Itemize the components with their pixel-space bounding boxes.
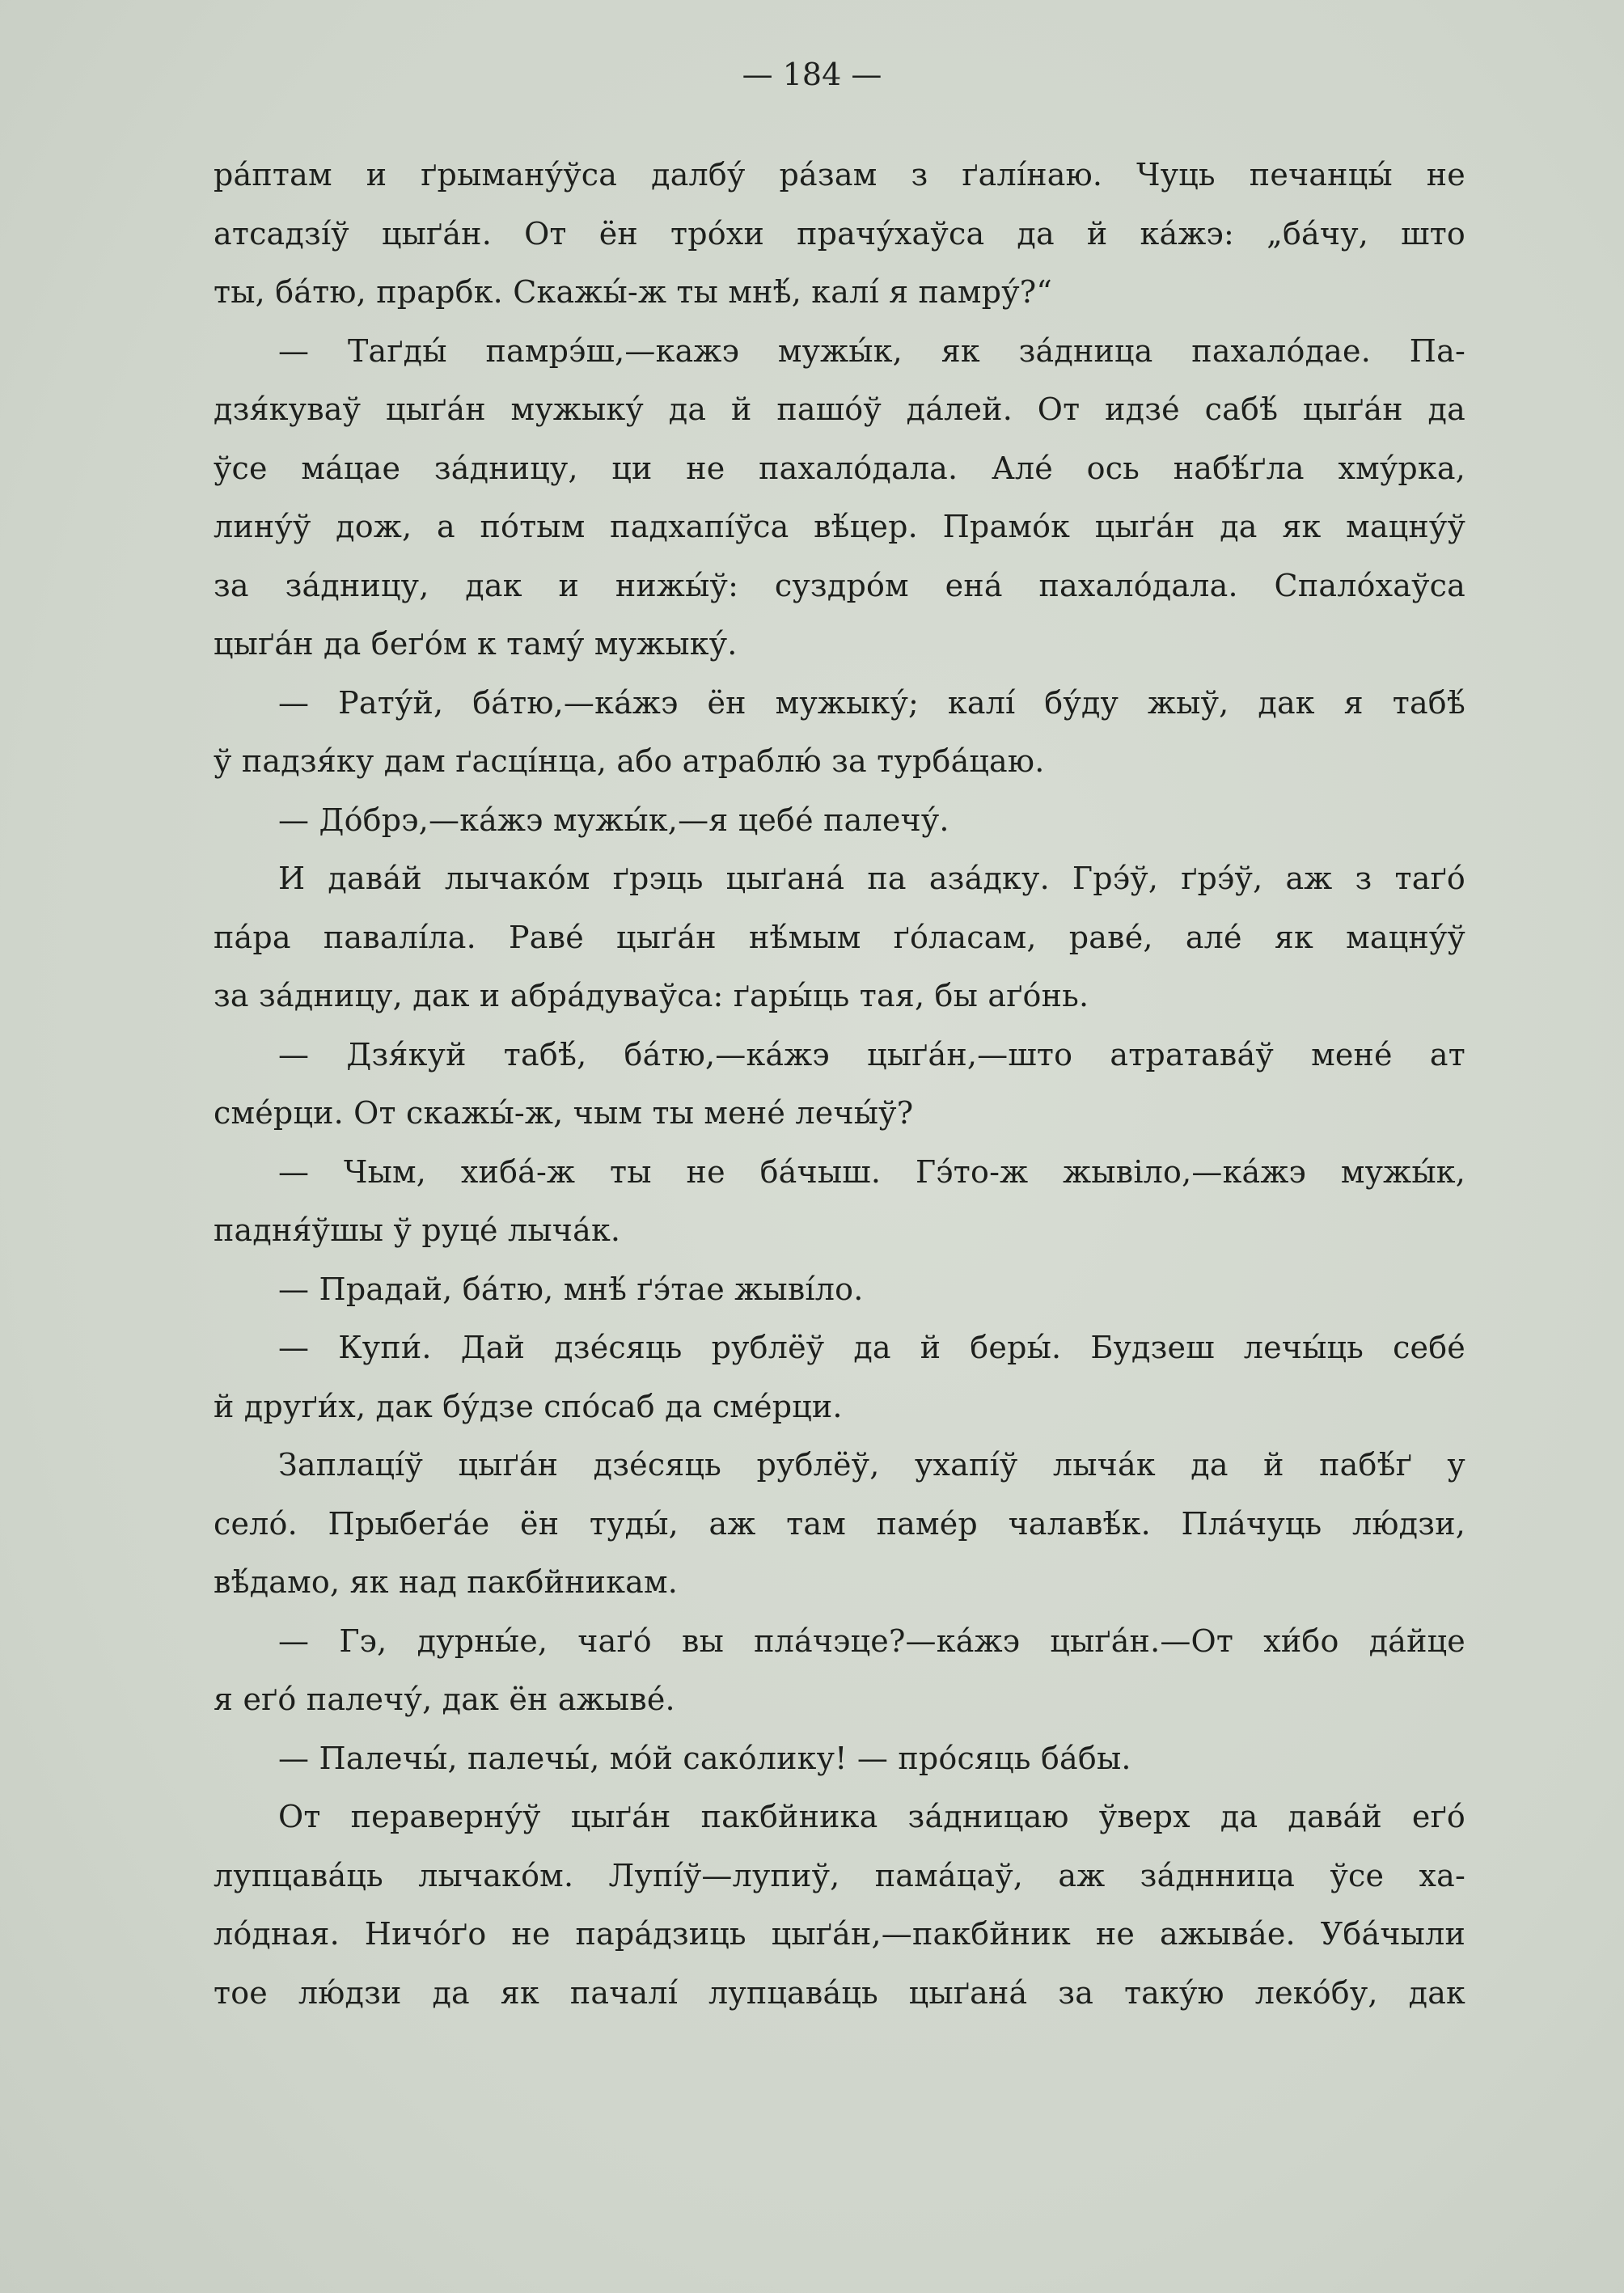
text-line: па́ра павалі́ла. Раве́ цыґа́н нѣ́мым ґо́ласам, раве́, але́ як мацну́ў [214, 919, 1465, 955]
text-line: за за́дницу, дак и нижы́ў: суздро́м ена́ пахало́дала. Спало́хаўса [214, 567, 1465, 603]
text-line: за за́дницу, дак и абра́дуваўса: ґары́ць тая, бы аґо́нь. [214, 978, 1089, 1013]
text-line: атсадзі́ў цыґа́н. От ён тро́хи прачу́хаўса да й ка́жэ: „ба́чу, што [214, 215, 1465, 252]
text-line: падня́ўшы ў руце́ лыча́к. [214, 1212, 621, 1248]
text-line: — Палечы́, палечы́, мо́й сако́лику! — про́сяць ба́бы. [278, 1740, 1131, 1776]
text-line: дзя́куваў цыґа́н мужыку́ да й пашо́ў да́лей. От идзе́ сабѣ́ цыґа́н да [214, 391, 1465, 427]
text-line: — Чым, хиба́-ж ты не ба́чыш. Гэ́то-ж жывіло,—ка́жэ мужы́к, [278, 1153, 1465, 1190]
text-line: вѣ́дамо, як над пакбйникам. [214, 1564, 679, 1600]
text-line: — Таґды́ памрэ́ш,—кажэ мужы́к, як за́дница пахало́дае. Па- [278, 332, 1465, 369]
body-text [214, 146, 1465, 2022]
text-line: И дава́й лычако́м ґрэць цыґана́ па аза́дку. Грэ́ў, ґрэ́ў, аж з таґо́ [278, 861, 1465, 896]
text-line: лупцава́ць лычако́м. Лупі́ў—лупиў, пама́цаў, аж за́днница ўсе ха- [214, 1857, 1465, 1893]
page-number: — 184 — [742, 57, 882, 92]
text-line: цыґа́н да беґо́м к таму́ мужыку́. [214, 626, 738, 662]
text-line: — Дзя́куй табѣ́, ба́тю,—ка́жэ цыґа́н,—што атратава́ў мене́ ат [278, 1036, 1465, 1072]
text-line: — Купи́. Дай дзе́сяць рублёў да й беры́. Будзеш лечы́ць себе́ [278, 1330, 1465, 1365]
text-line: — До́брэ,—ка́жэ мужы́к,—я цебе́ палечу́. [278, 802, 949, 838]
text-line: От пераверну́ў цыґа́н пакбйника за́дницаю ўверх да дава́й еґо́ [278, 1799, 1465, 1834]
text-line: — Гэ, дурны́е, чаґо́ вы пла́чэце?—ка́жэ цыґа́н.—От хи́бо да́йце [278, 1622, 1465, 1659]
text-line: й друґи́х, дак бу́дзе спо́саб да сме́рци. [214, 1388, 843, 1424]
text-line: ў падзя́ку дам ґасці́нца, або атраблю́ за турба́цаю. [214, 743, 1045, 779]
text-line: ты, ба́тю, прарбк. Скажы́-ж ты мнѣ́, калі́ я памру́?“ [214, 274, 1052, 310]
text-line: ра́птам и ґрыману́ўса далбу́ ра́зам з ґалі́наю. Чуць печанцы́ не [214, 157, 1465, 192]
text-line: тое лю́дзи да як пачалі́ лупцава́ць цыґана́ за таку́ю леко́бу, дак [214, 1974, 1465, 2011]
text-line: лину́ў дож, а по́тым падхапі́ўса вѣ́цер. Прамо́к цыґа́н да як мацну́ў [214, 509, 1465, 544]
text-line: Заплаці́ў цыґа́н дзе́сяць рублёў, ухапі́ў лыча́к да й пабѣ́ґ у [278, 1447, 1465, 1483]
text-line: сме́рци. От скажы́-ж, чым ты мене́ лечы́ў? [214, 1095, 914, 1131]
text-line: село́. Прыбеґа́е ён туды́, аж там паме́р чалавѣ́к. Пла́чуць лю́дзи, [214, 1505, 1465, 1542]
text-line: — Рату́й, ба́тю,—ка́жэ ён мужыку́; калі́ бу́ду жыў, дак я табѣ́ [278, 684, 1465, 721]
text-line: ўсе ма́цае за́дницу, ци не пахало́дала. Але́ ось набѣ́ґла хму́рка, [214, 450, 1465, 486]
text-line: ло́дная. Ничо́ґо не пара́дзиць цыґа́н,—пакбйник не ажыва́е. Уба́чыли [214, 1916, 1465, 1952]
text-line: я еґо́ палечу́, дак ён ажыве́. [214, 1682, 675, 1717]
text-line: — Прадай, ба́тю, мнѣ́ ґэ́тае жыві́ло. [278, 1271, 864, 1307]
